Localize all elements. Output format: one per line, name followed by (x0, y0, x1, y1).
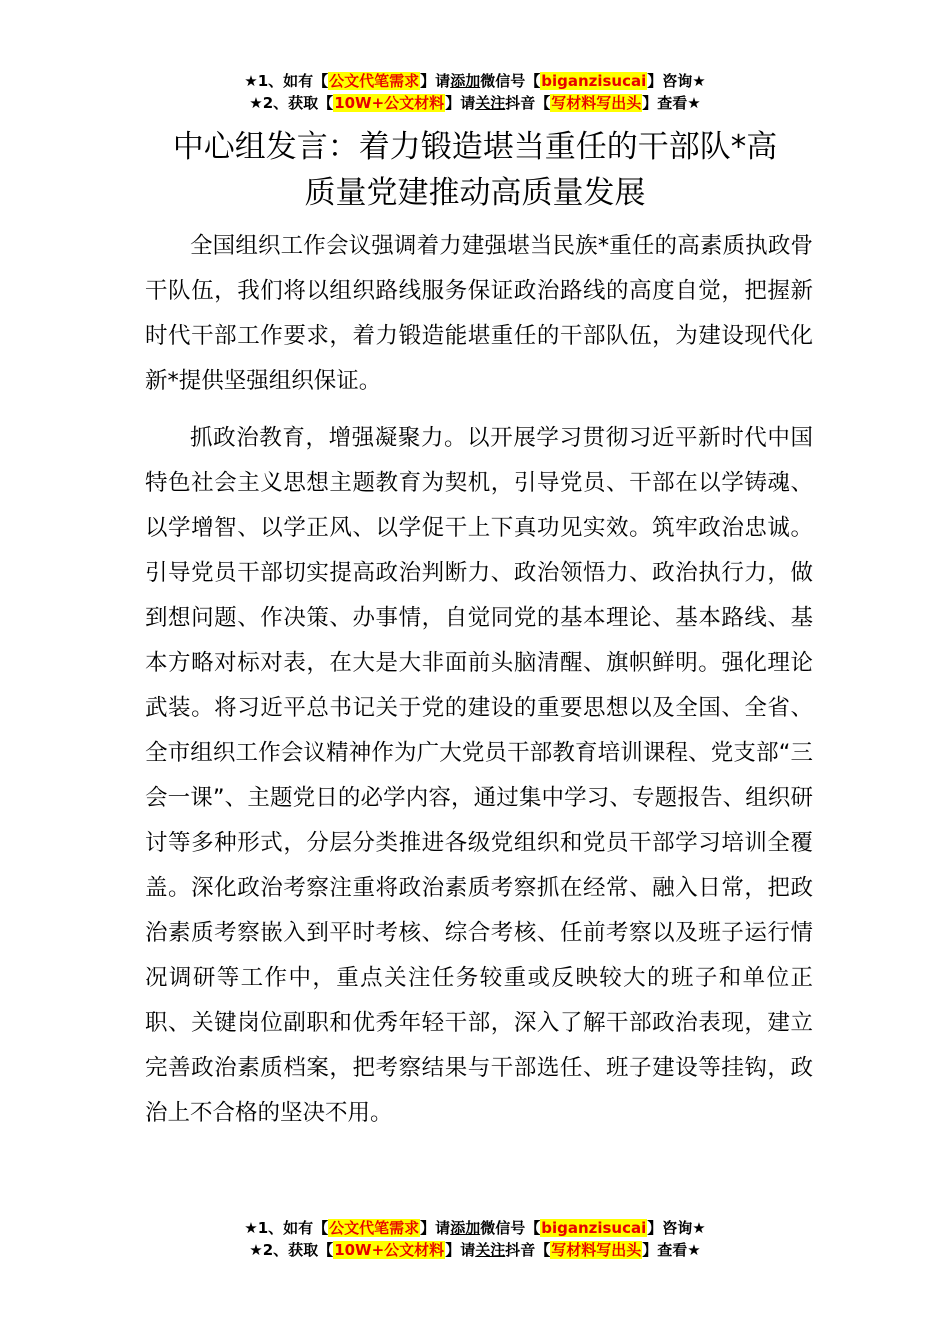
highlight-service: 公文代笔需求 (329, 72, 420, 90)
banner-emphasis: 添加 (450, 72, 481, 90)
banner-text: ★2、获取【 (249, 1241, 334, 1259)
footer-banner (0, 1217, 950, 1261)
banner-text: 微信号【 (480, 1219, 541, 1237)
banner-text: 】咨询★ (647, 1219, 706, 1237)
header-banner (0, 70, 950, 114)
highlight-materials: 10W+公文材料 (334, 1241, 445, 1259)
banner-line-1 (0, 70, 950, 92)
banner-emphasis: 关注 (475, 94, 506, 112)
banner-text: 抖音【 (505, 94, 551, 112)
highlight-wechat-id: biganzisucai (541, 72, 647, 90)
banner-emphasis: 关注 (475, 1241, 506, 1259)
document-body (145, 224, 813, 1148)
paragraph-intro: 全国组织工作会议强调着力建强堪当民族*重任的高素质执政骨干队伍，我们将以组织路线服务保证政治路线的高度自觉，把握新时代干部工作要求，着力锻造能堪重任的干部队伍，为建设现代化新*提供坚强组织保证。 (145, 233, 813, 394)
banner-text: 微信号【 (480, 72, 541, 90)
banner-text: 】请 (445, 1241, 476, 1259)
banner-line-1 (0, 1217, 950, 1239)
highlight-wechat-id: biganzisucai (541, 1219, 647, 1237)
banner-line-2 (0, 92, 950, 114)
banner-text: 抖音【 (505, 1241, 551, 1259)
document-title (110, 124, 840, 216)
banner-text: 】请 (445, 94, 476, 112)
highlight-douyin-account: 写材料写出头 (551, 1241, 642, 1259)
banner-text: 】查看★ (642, 94, 701, 112)
banner-text: ★2、获取【 (249, 94, 334, 112)
banner-line-2 (0, 1239, 950, 1261)
highlight-materials: 10W+公文材料 (334, 94, 445, 112)
highlight-service: 公文代笔需求 (329, 1219, 420, 1237)
banner-text: 】请 (420, 1219, 451, 1237)
banner-text: 】咨询★ (647, 72, 706, 90)
banner-text: ★1、如有【 (244, 72, 329, 90)
highlight-douyin-account: 写材料写出头 (551, 94, 642, 112)
banner-text: ★1、如有【 (244, 1219, 329, 1237)
banner-text: 】查看★ (642, 1241, 701, 1259)
title-line-2: 质量党建推动高质量发展 (304, 175, 646, 211)
title-line-1: 中心组发言：着力锻造堪当重任的干部队*高 (172, 129, 778, 165)
banner-text: 】请 (420, 72, 451, 90)
paragraph-political-education: 抓政治教育，增强凝聚力。以开展学习贯彻习近平新时代中国特色社会主义思想主题教育为契机，引导党员、干部在以学铸魂、以学增智、以学正风、以学促干上下真功见实效。筑牢政治忠诚。引导党员干部切实提高政治判断力、政治领悟力、政治执行力，做到想问题、作决策、办事情，自觉同党的基本理论、基本路线、基本方略对标对表，在大是大非面前头脑清醒、旗帜鲜明。强化理论武装。将习近平总书记关于党的建设的重要思想以及全国、全省、全市组织工作会议精神作为广大党员干部教育培训课程、党支部“三会一课”、主题党日的必学内容，通过集中学习、专题报告、组织研讨等多种形式，分层分类推进各级党组织和党员干部学习培训全覆盖。深化政治考察注重将政治素质考察抓在经常、融入日常，把政治素质考察嵌入到平时考核、综合考核、任前考察以及班子运行情况调研等工作中，重点关注任务较重或反映较大的班子和单位正职、关键岗位副职和优秀年轻干部，深入了解干部政治表现，建立完善政治素质档案，把考察结果与干部选任、班子建设等挂钩，政治上不合格的坚决不用。 (145, 425, 813, 1126)
banner-emphasis: 添加 (450, 1219, 481, 1237)
